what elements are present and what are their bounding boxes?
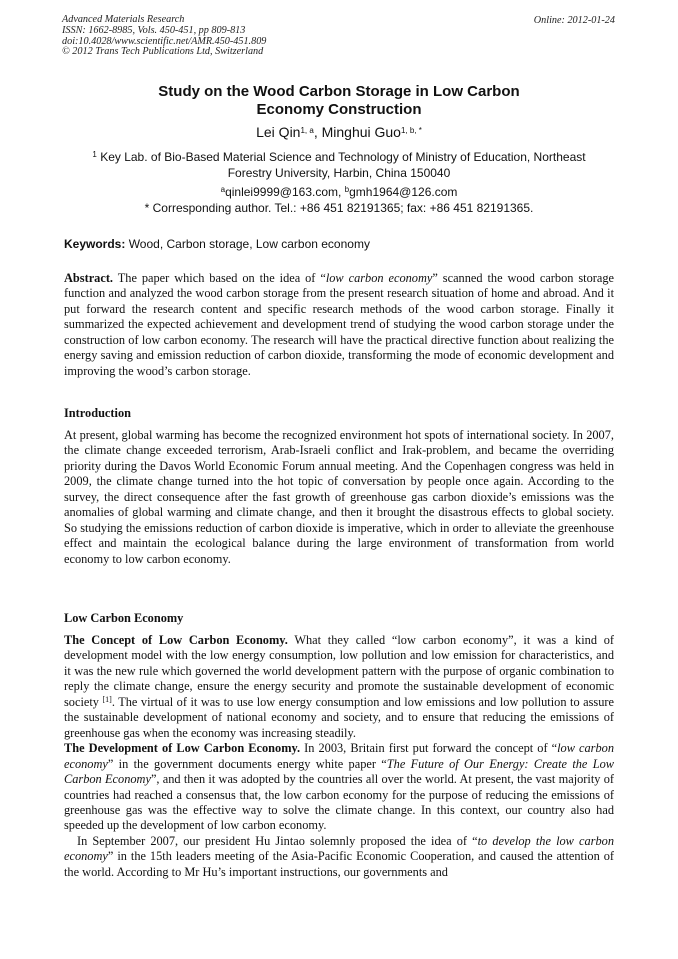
hu-text-1: In September 2007, our president Hu Jintao solemnly proposed the idea of “ [77,833,478,848]
hu-emphasis: to develop the low carbon economy [64,833,615,864]
development-paragraph [64,741,614,834]
copyright-line: © 2012 Trans Tech Publications Ltd, Switzerland [62,46,264,58]
title-line-2: Economy Construction [256,101,422,118]
author-2: Minghui Guo [321,124,401,140]
author-list [60,124,618,141]
affiliation-line-2: Forestry University, Harbin, China 150040 [227,165,451,180]
keywords-label: Keywords: [64,237,126,251]
corresponding-author: * Corresponding author. Tel.: +86 451 82191365; fax: +86 451 82191365. [144,200,534,215]
author-separator: , [313,124,322,140]
hu-jintao-paragraph [64,834,614,880]
development-text-2: ” in the government documents energy white paper “ [107,756,387,771]
development-emphasis-2: The Future of Our Energy: Create the Low Carbon Economy [64,756,615,787]
keywords-text: Wood, Carbon storage, Low carbon economy [125,237,370,251]
email-a-sup: a [220,185,226,194]
journal-name: Advanced Materials Research [62,14,185,25]
keywords [64,237,370,252]
affiliation-line-1 [60,150,618,166]
development-text-1: In 2003, Britain first put forward the concept of “ [300,741,558,756]
author-2-affil: 1, b, * [400,126,422,135]
affiliation-sup: 1 [92,150,97,159]
development-label: The Development of Low Carbon Economy. [64,741,301,756]
affiliation-text-1: Key Lab. of Bio-Based Material Science and Technology of Ministry of Education, Northeast [96,150,586,164]
author-1: Lei Qin [256,124,301,140]
email-b: gmh1964@126.com [349,185,458,199]
concept-label: The Concept of Low Carbon Economy. [64,633,288,647]
abstract [64,271,614,379]
low-carbon-heading: Low Carbon Economy [64,611,184,625]
hu-text-2: ” in the 15th leaders meeting of the Asia-Pacific Economic Cooperation, and caused the attention of the world. According to Mr Hu’s important instructions, our governments and [64,849,614,879]
contact-info [60,185,618,216]
development-emphasis-1: low carbon economy [64,741,615,771]
concept-text-2: . The virtual of it was to use low energy consumption and low emissions and low pollution to assure the sustainable development of national economy and society, and to ensure that reducing the emissions of greenhouse gas when the economy was increasing steadily. [64,694,614,740]
email-line [60,185,618,201]
affiliation [60,150,618,181]
abstract-text-2: ” scanned the wood carbon storage function and analyzed the wood carbon storage from the present research situation of home and abroad. And it put forward the research content and specific research methods of the wood carbon storage. Finally it summarized the expected achievement and development trend of studying the wood carbon storage under the construction of low carbon economy. The research will have the practical directive function about realizing the energy saving and emission reduction of carbon dioxide, transforming the mode of economic development and improving the wood’s carbon storage. [64,271,615,378]
online-date: Online: 2012-01-24 [533,15,615,26]
concept-text-1: What they called “low carbon economy”, it was a kind of development model with the low energy consumption, low pollution and low emission for characteristics, and it was the new rule which governed the world development pattern with the purpose of organic combination to reply the climate change, ensure the energy security and promote the sustainable development of economic society [64,633,614,709]
abstract-emphasis: low carbon economy [325,271,433,285]
development-text-3: ”, and then it was adopted by the countries all over the world. At present, the vast majority of countries had reached a consensus that, the low carbon economy for the purpose of reducing the emissions of greenhouse gas was the effective way to solve the climate change. In this context, our country also had speeded up the development of low carbon economy. [64,772,614,833]
abstract-text-1: The paper which based on the idea of “ [113,271,326,285]
author-1-affil: 1, a [300,126,314,135]
email-a: qinlei9999@163.com, [225,185,345,199]
title-line-1: Study on the Wood Carbon Storage in Low Carbon [158,83,520,100]
journal-meta [62,15,266,58]
issn-line: ISSN: 1662-8985, Vols. 450-451, pp 809-813 [62,24,246,36]
paper-title [60,83,618,119]
abstract-paragraph [64,271,614,379]
low-carbon-body [64,633,614,880]
introduction-paragraph: At present, global warming has become the recognized environment hot spots of international society. In 2007, the climate change exceeded terrorism, Arab-Israeli conflict and Irak-problem, and became the overriding priority during the Davos World Economic Forum annual meeting. And the Copenhagen congress was held in 2009, the climate change turned into the hot topic of conversation by people once again. According to the survey, the direct consequence after the fast growth of greenhouse gas carbon dioxide’s emissions was the anomalies of global warming and climate change, and then it brought the disastrous effects to global society. So studying the emissions reduction of carbon dioxide is imperative, which in order to alleviate the greenhouse effect and maintain the ecological balance during the large environment of transformation from world economy to low carbon economy. [64,428,614,566]
citation-ref: [1] [102,694,112,704]
introduction-heading: Introduction [64,406,131,420]
email-b-sup: b [344,185,350,194]
abstract-label: Abstract. [64,271,114,285]
doi-line: doi:10.4028/www.scientific.net/AMR.450-451.809 [62,35,267,47]
concept-paragraph [64,633,614,741]
introduction-body [64,428,614,567]
